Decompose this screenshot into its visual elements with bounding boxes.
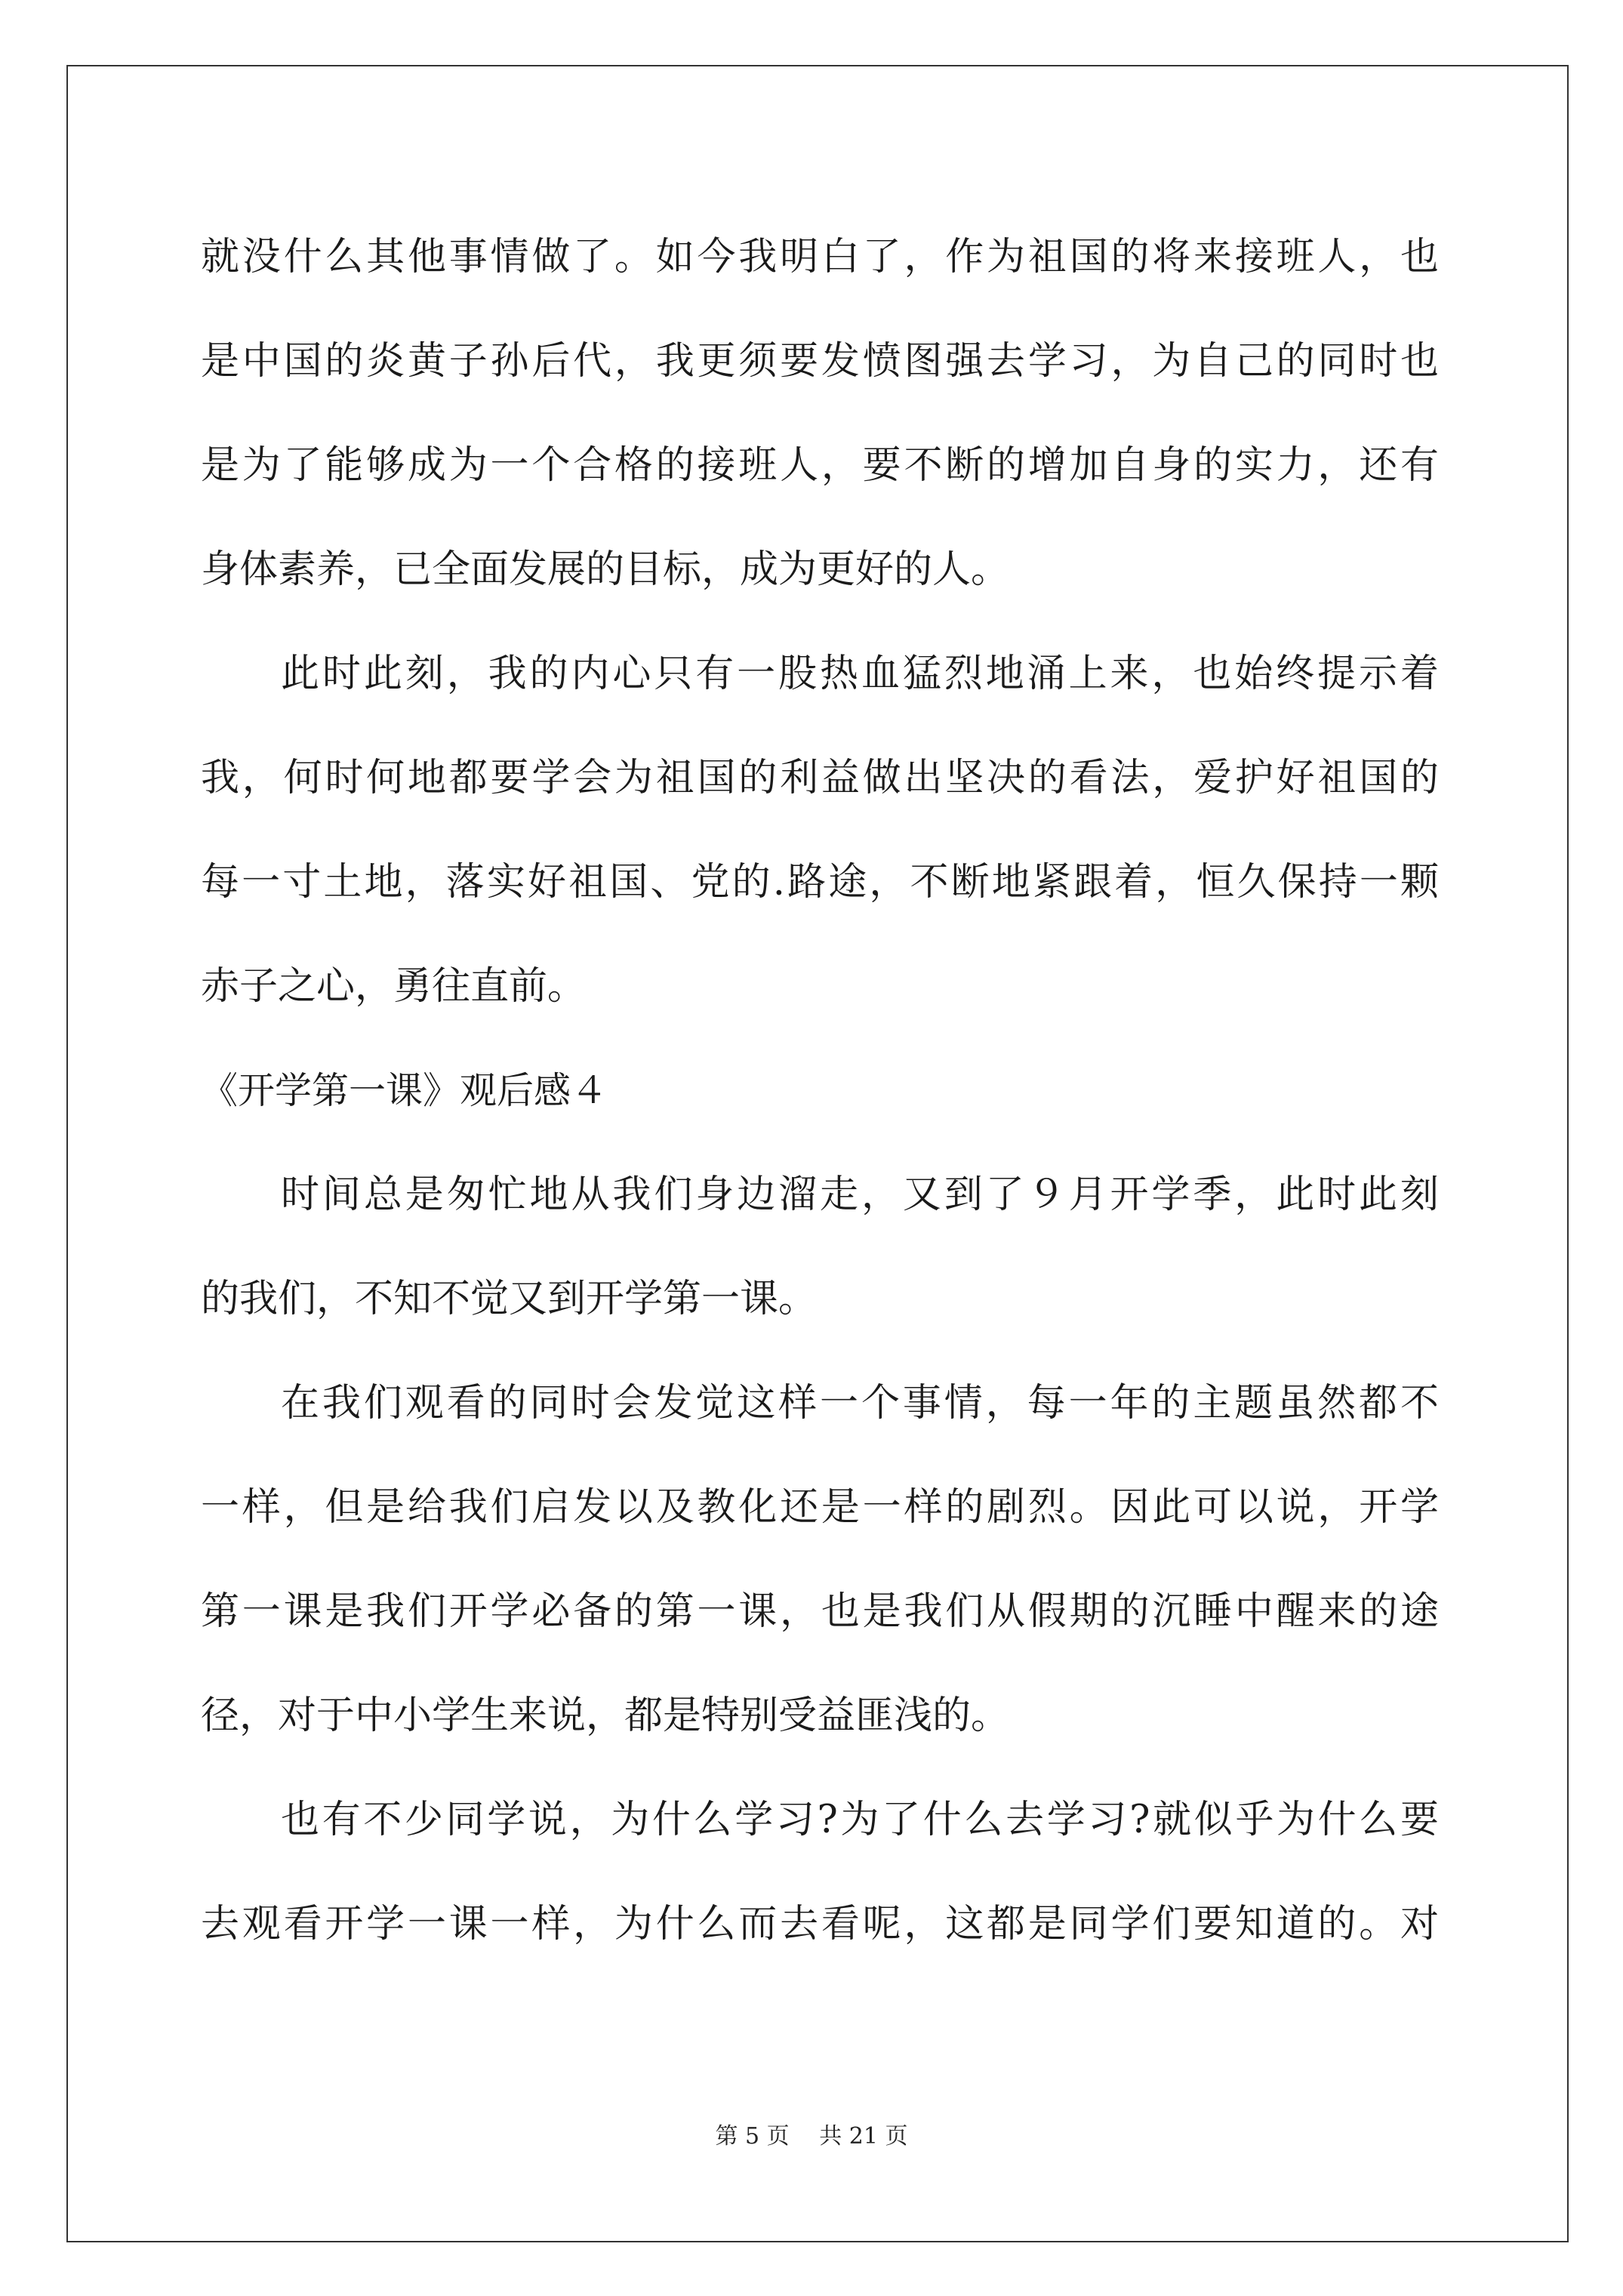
text-line: 去观看开学一课一样，为什么而去看呢，这都是同学们要知道的。对 bbox=[201, 1902, 1439, 1946]
paragraph-first-line: 在我们观看的同时会发觉这样一个事情，每一年的主题虽然都不 bbox=[281, 1381, 1439, 1425]
page-number-footer: 第 5 页 共 21 页 bbox=[715, 2123, 908, 2150]
text-line: 的我们，不知不觉又到开学第一课。 bbox=[201, 1277, 818, 1321]
text-line: 就没什么其他事情做了。如今我明白了，作为祖国的将来接班人，也 bbox=[201, 235, 1439, 279]
text-line: 我，何时何地都要学会为祖国的利益做出坚决的看法，爱护好祖国的 bbox=[201, 756, 1439, 800]
paragraph-first-line: 此时此刻，我的内心只有一股热血猛烈地涌上来，也始终提示着 bbox=[281, 652, 1439, 696]
paragraph-first-line: 也有不少同学说，为什么学习?为了什么去学习?就似乎为什么要 bbox=[281, 1798, 1439, 1842]
section-heading: 《开学第一课》观后感４ bbox=[201, 1069, 608, 1112]
text-line: 每一寸土地，落实好祖国、党的.路途，不断地紧跟着，恒久保持一颗 bbox=[201, 860, 1439, 905]
text-line: 是中国的炎黄子孙后代，我更须要发愤图强去学习，为自己的同时也 bbox=[201, 339, 1439, 384]
text-line: 一样，但是给我们启发以及教化还是一样的剧烈。因此可以说，开学 bbox=[201, 1485, 1439, 1530]
text-line: 身体素养，已全面发展的目标，成为更好的人。 bbox=[201, 547, 1010, 592]
paragraph-first-line: 时间总是匆忙地从我们身边溜走，又到了９月开学季，此时此刻 bbox=[281, 1173, 1439, 1217]
text-line: 赤子之心，勇往直前。 bbox=[201, 964, 587, 1009]
text-line: 是为了能够成为一个合格的接班人，要不断的增加自身的实力，还有 bbox=[201, 443, 1439, 488]
text-line: 径，对于中小学生来说，都是特别受益匪浅的。 bbox=[201, 1693, 1010, 1738]
text-line: 第一课是我们开学必备的第一课，也是我们从假期的沉睡中醒来的途 bbox=[201, 1589, 1439, 1634]
